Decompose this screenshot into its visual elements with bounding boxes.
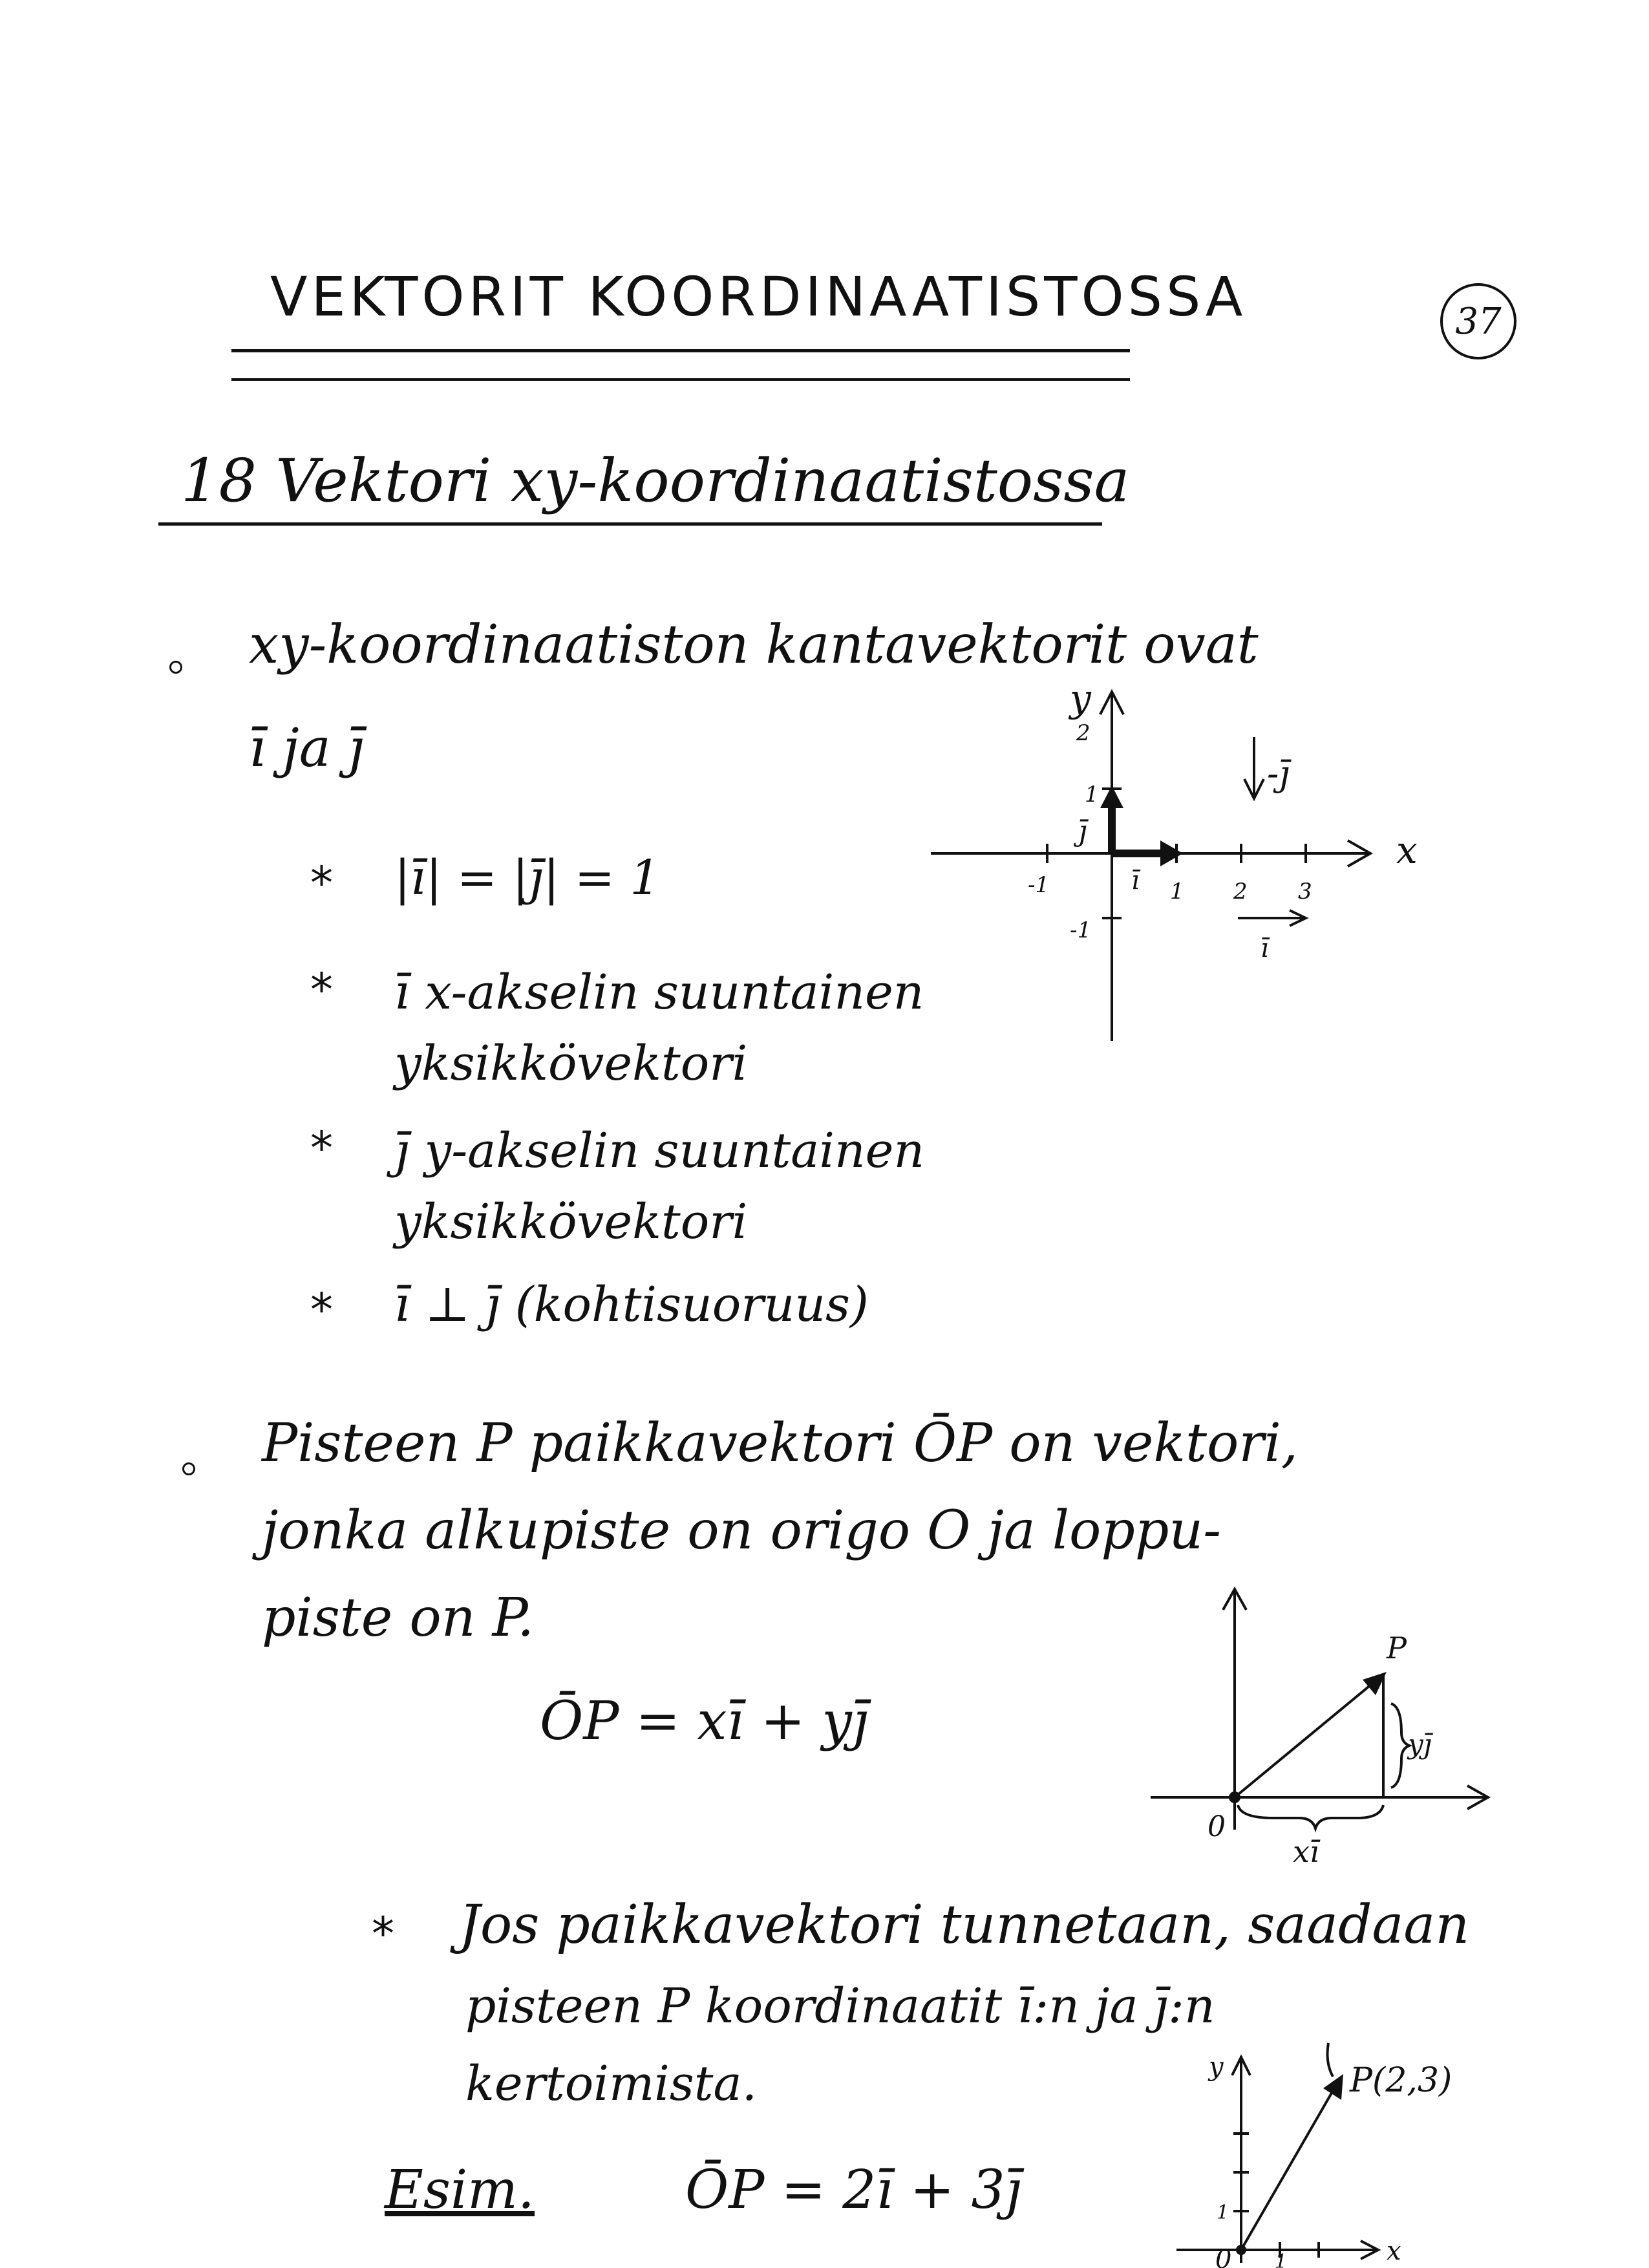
shifted-i-label: ī [1261,934,1269,963]
basis-intro: xy-koordinaatiston kantavektorit ovat [249,614,1259,676]
x-axis-label: x [1396,828,1418,872]
example-label: Esim. [385,2159,535,2221]
star-bullet: * [310,1122,333,1175]
note-line-1: Jos paikkavektori tunnetaan, saadaan [459,1894,1470,1956]
origin-dot [1229,1792,1240,1803]
xi-brace [1238,1805,1383,1828]
xi-label: xī [1293,1834,1319,1868]
section-underline [158,522,1102,526]
note-line-2: pisteen P koordinaatit ī:n ja j̄:n [465,1978,1215,2034]
i-vector-label: ī [1131,866,1140,895]
note-line-3: kertoimista. [465,2056,758,2112]
example-op-vector [1241,2082,1338,2250]
y-tick-2-label: 2 [1076,720,1090,746]
y-tick-1-label: 1 [1085,782,1099,808]
point-P-label: P [1387,1631,1407,1665]
position-vector-diagram [1138,1578,1500,1868]
i-arrow-icon [1160,840,1183,866]
position-formula: ŌP = xī + yj̄ [540,1691,869,1752]
chapter-title: VEKTORIT KOORDINAATISTOSSA [270,265,1247,328]
basis-pair: ī ja j̄ [249,718,365,779]
position-line-1: Pisteen P paikkavektori ŌP on vektori, [262,1413,1298,1474]
example-tick-x-label: 1 [1275,2251,1288,2268]
example-point-diagram [1164,2017,1526,2268]
basis-item-1: |ī| = |j̄| = 1 [394,850,661,906]
x-tick-neg1-label: -1 [1028,872,1050,898]
y-axis-label: y [1070,676,1091,720]
yj-brace [1391,1704,1409,1788]
section-title: 18 Vektori xy-koordinaatistossa [181,446,1130,515]
example-y-axis-label: y [1209,2052,1224,2082]
example-point-label: P(2,3) [1350,2061,1452,2100]
star-bullet: * [310,857,333,910]
example-x-axis-label: x [1387,2236,1401,2266]
example-op-arrow-icon [1323,2074,1343,2100]
j-vector-label: j̄ [1078,815,1087,848]
pointer-curve [1328,2043,1333,2077]
position-line-2: jonka alkupiste on origo O ja loppu- [262,1500,1221,1561]
neg-j-label: -j̄ [1267,753,1290,794]
star-bullet: * [310,1283,333,1336]
example-origin-dot [1236,2245,1246,2255]
star-bullet: * [372,1907,394,1960]
x-tick-2-label: 2 [1233,879,1248,904]
basis-vectors-diagram [918,666,1448,1054]
example-tick-y-label: 1 [1217,2201,1229,2224]
basis-item-4: ī ⊥ j̄ (kohtisuoruus) [394,1277,869,1332]
example-origin-label: 0 [1215,2245,1232,2268]
x-tick-1-label: 1 [1170,879,1184,904]
title-underline-1 [231,349,1130,352]
origin-label: 0 [1207,1810,1226,1843]
bullet [169,661,182,674]
title-underline-2 [231,378,1130,381]
basis-item-3: j̄ y-akselin suuntainen yksikkövektori [394,1123,925,1250]
yj-label: yj̄ [1408,1728,1432,1760]
star-bullet: * [310,963,333,1016]
x-tick-3-label: 3 [1298,879,1312,904]
basis-item-2: ī x-akselin suuntainen yksikkövektori [394,965,924,1091]
page-number-badge: 37 [1440,283,1516,359]
y-tick-neg1-label: -1 [1070,917,1092,943]
example-formula: ŌP = 2ī + 3j̄ [685,2159,1022,2221]
op-vector [1235,1674,1383,1797]
bullet [182,1462,195,1475]
position-line-3: piste on P. [262,1587,535,1649]
